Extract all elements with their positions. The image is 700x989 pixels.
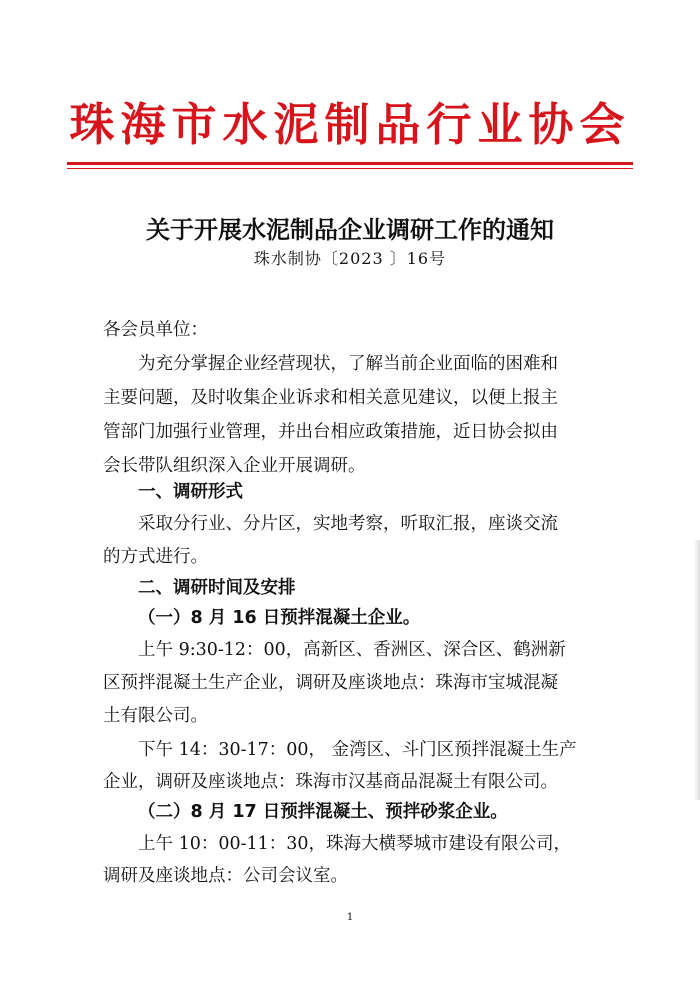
masthead-rule-thin (67, 168, 633, 169)
intro-line: 管部门加强行业管理，并出台相应政策措施，近日协会拟由 (103, 422, 558, 442)
afternoon-schedule-line: 企业，调研及座谈地点：珠海市汉基商品混凝土有限公司。 (103, 772, 558, 792)
subsection1-heading: （一）8 月 16 日预拌混凝土企业。 (138, 608, 421, 628)
page-number: 1 (346, 912, 354, 923)
scan-edge-shadow (694, 540, 700, 800)
intro-line: 主要问题，及时收集企业诉求和相关意见建议，以便上报主 (103, 388, 558, 408)
intro-line: 会长带队组织深入企业开展调研。 (103, 456, 366, 476)
morning-schedule-line: 上午 9:30-12：00，高新区、香洲区、深合区、鹤洲新 (138, 640, 566, 660)
section1-line: 采取分行业、分片区，实地考察，听取汇报，座谈交流 (138, 514, 558, 534)
morning-schedule-line: 调研及座谈地点：公司会议室。 (103, 866, 348, 886)
subsection2-heading: （二）8 月 17 日预拌混凝土、预拌砂浆企业。 (138, 802, 508, 822)
morning-schedule-line: 土有限公司。 (103, 706, 208, 726)
document-number: 珠水制协〔2023 〕16号 (253, 249, 447, 268)
salutation: 各会员单位： (103, 320, 208, 340)
section1-heading: 一、调研形式 (138, 482, 243, 502)
afternoon-schedule-line: 下午 14：30-17：00， 金湾区、斗门区预拌混凝土生产 (138, 740, 577, 760)
morning-schedule-line: 上午 10：00-11：30，珠海大横琴城市建设有限公司， (138, 834, 572, 854)
section2-heading: 二、调研时间及安排 (138, 578, 296, 598)
morning-schedule-line: 区预拌混凝土生产企业，调研及座谈地点：珠海市宝城混凝 (103, 673, 558, 693)
section1-line: 的方式进行。 (103, 547, 208, 567)
intro-line: 为充分掌握企业经营现状，了解当前企业面临的困难和 (138, 354, 558, 374)
notice-title: 关于开展水泥制品企业调研工作的通知 (146, 216, 554, 244)
organization-masthead: 珠海市水泥制品行业协会 (69, 98, 631, 151)
masthead-rule-thick (67, 162, 633, 165)
